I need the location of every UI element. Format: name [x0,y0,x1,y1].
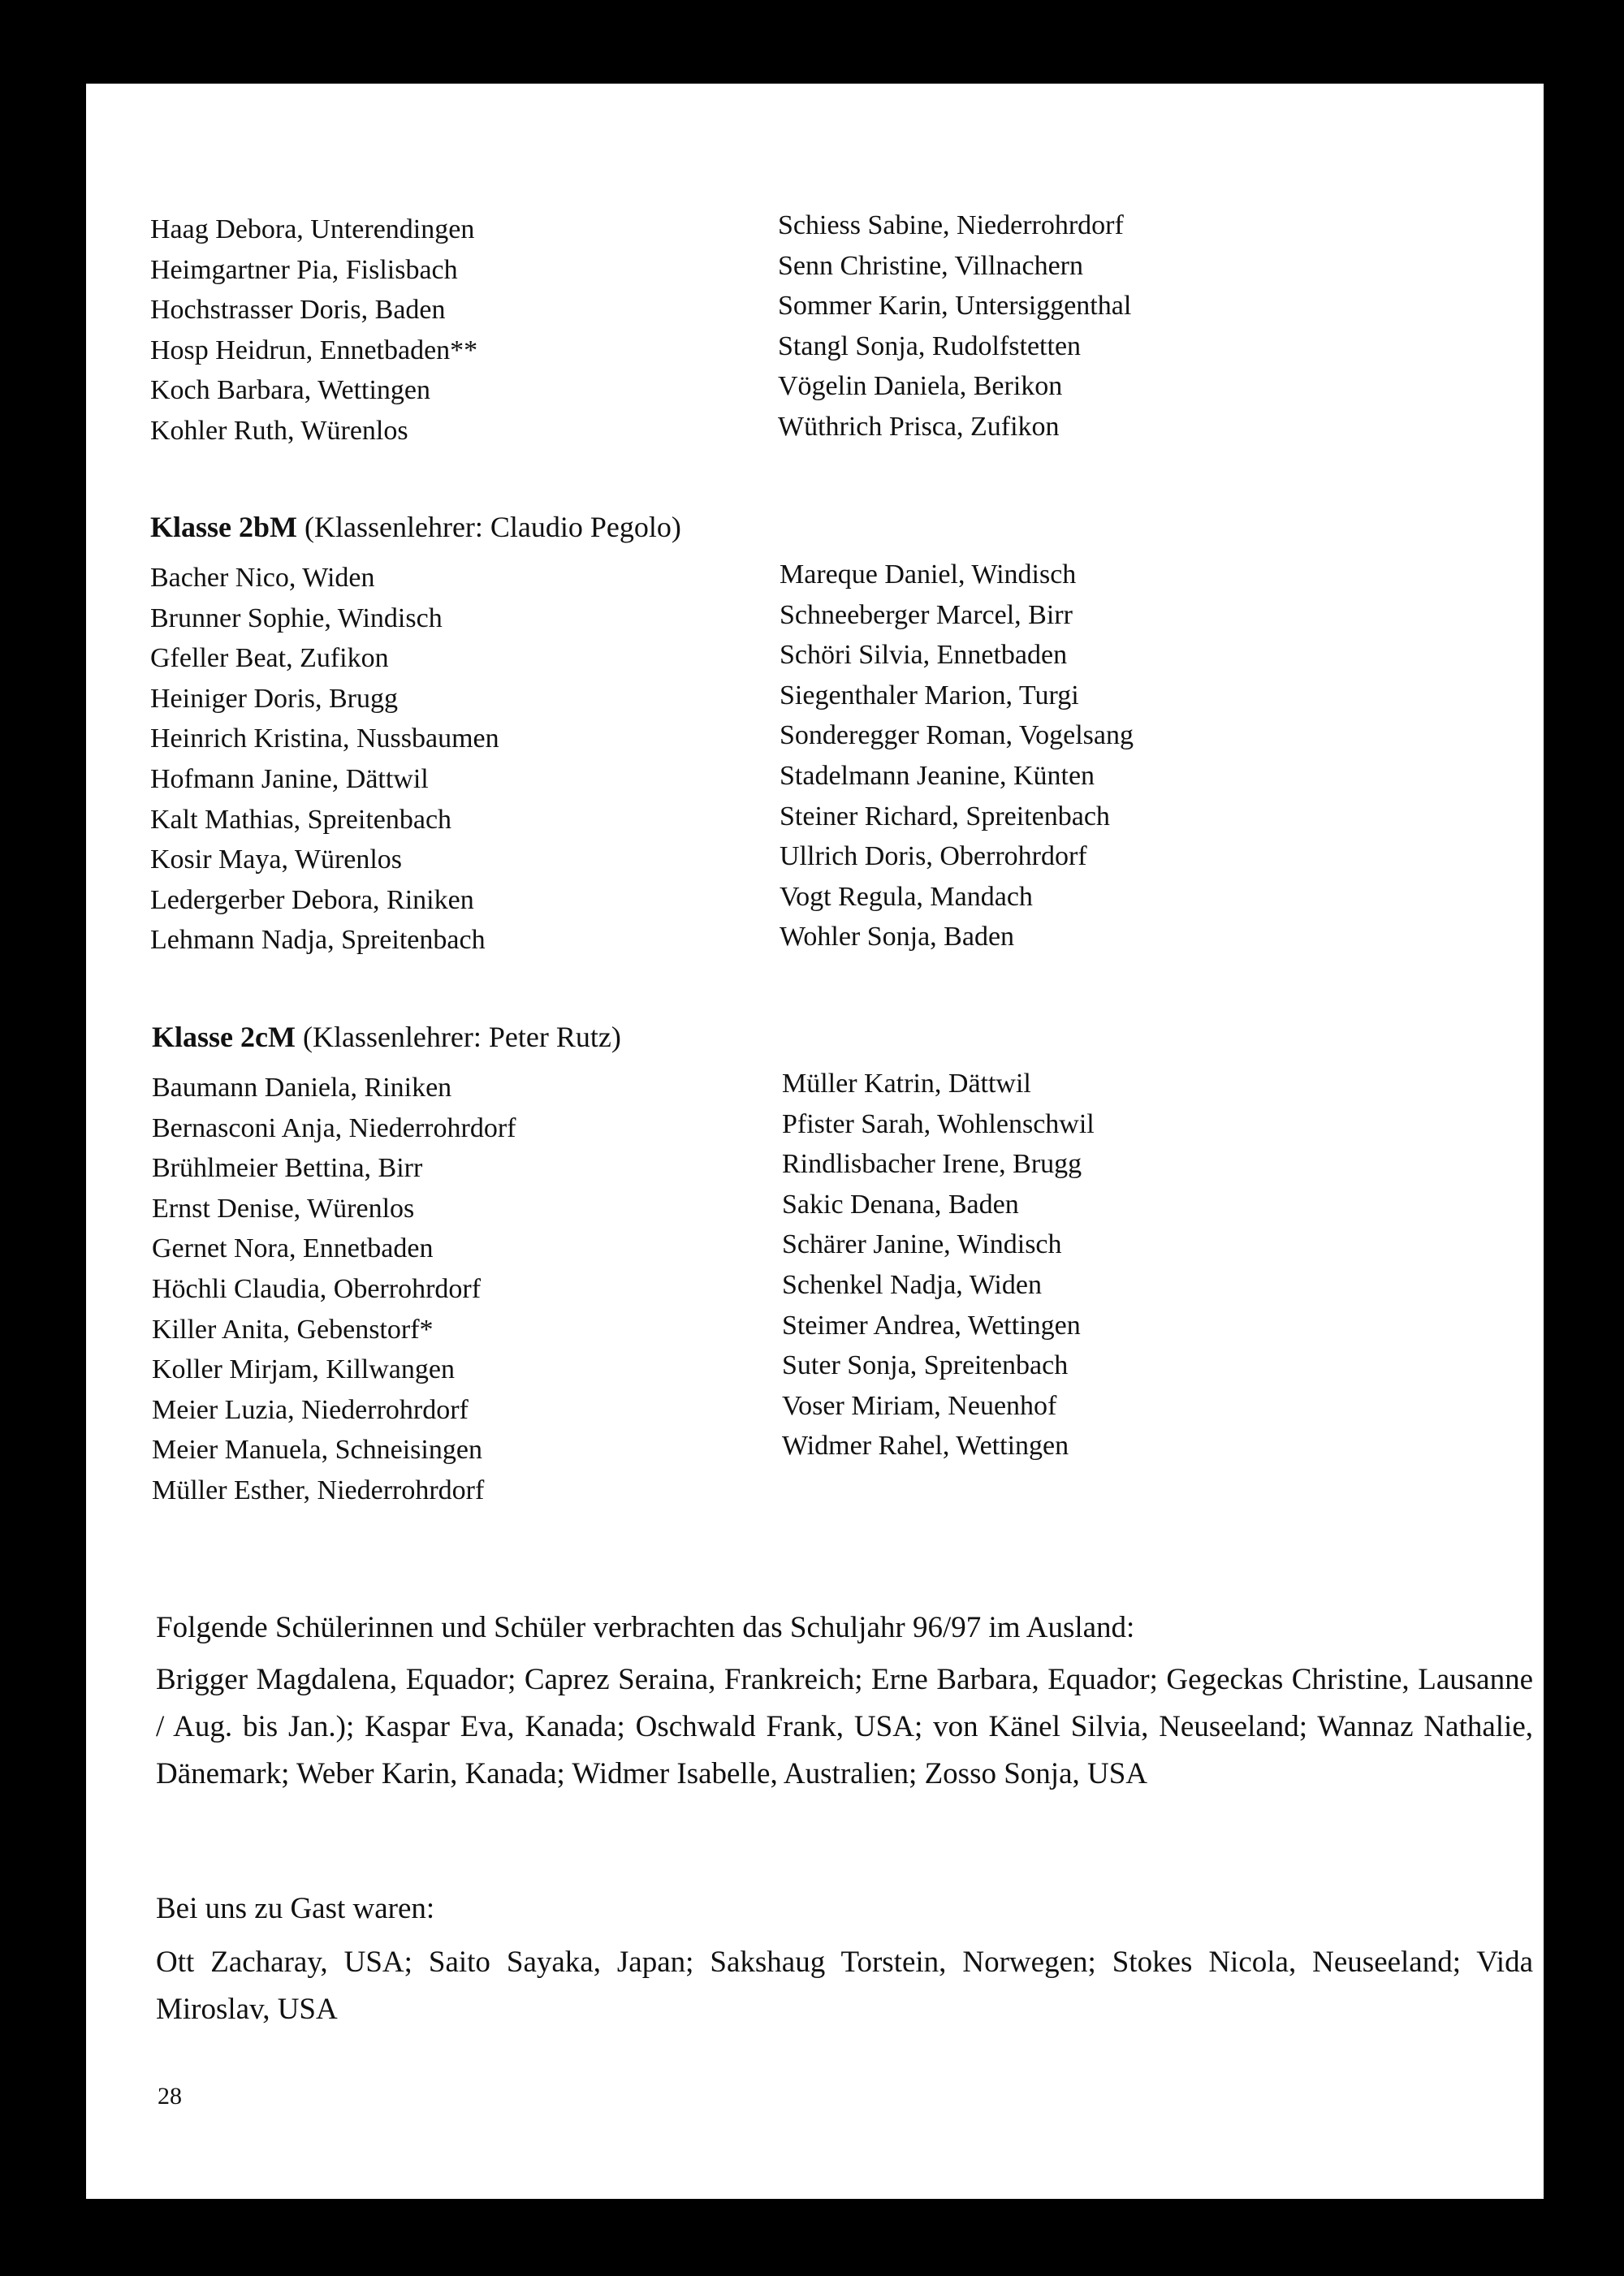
list-item: Meier Manuela, Schneisingen [152,1435,482,1466]
list-item: Hochstrasser Doris, Baden [150,295,446,326]
list-item: Baumann Daniela, Riniken [152,1073,452,1103]
page-number: 28 [158,2083,182,2110]
list-item: Siegenthaler Marion, Turgi [780,680,1079,710]
class-2bm-heading [150,510,681,544]
list-item: Schiess Sabine, Niederrohrdorf [778,210,1124,240]
list-item: Höchli Claudia, Oberrohrdorf [152,1273,482,1304]
list-item: Ernst Denise, Würenlos [152,1193,415,1224]
class-2bm-right-list [780,555,1134,957]
list-item: Meier Luzia, Niederrohrdorf [152,1394,469,1425]
list-item: Pfister Sarah, Wohlenschwil [782,1108,1095,1139]
list-item: Schöri Silvia, Ennetbaden [780,640,1068,671]
document-page [86,84,1544,2199]
list-item: Ledergerber Debora, Riniken [150,884,474,915]
guests-label: Bei uns zu Gast waren: [156,1892,435,1925]
class-teacher: (Klassenlehrer: Claudio Pegolo) [304,511,681,543]
abroad-label: Folgende Schülerinnen und Schüler verbrachten das Schuljahr 96/97 im Ausland: [156,1611,1135,1644]
list-item: Bernasconi Anja, Niederrohrdorf [152,1112,516,1143]
list-item: Bacher Nico, Widen [150,563,375,593]
list-item: Koch Barbara, Wettingen [150,375,431,406]
list-item: Gfeller Beat, Zufikon [150,643,389,674]
class-2bm-left-list [150,558,499,961]
list-item: Müller Katrin, Dättwil [782,1069,1031,1099]
list-item: Müller Esther, Niederrohrdorf [152,1475,485,1505]
class-2cm-heading [152,1020,621,1054]
list-item: Kalt Mathias, Spreitenbach [150,804,452,835]
list-item: Kohler Ruth, Würenlos [150,415,408,446]
abroad-paragraph: Brigger Magdalena, Equador; Caprez Seraina, Frankreich; Erne Barbara, Equador; Gegeckas Christine, Lausanne / Aug. bis Jan.); Kaspar Eva, Kanada; Oschwald Frank, USA; von Känel Silvia, Neuseeland; Wannaz Nathalie, Dänemark; Weber Karin, Kanada; Widmer Isabelle, Australien; Zosso Sonja, USA [156,1663,1533,1790]
class-2cm-left-list [152,1068,516,1511]
list-item: Killer Anita, Gebenstorf* [152,1314,434,1345]
class-name: Klasse 2cM [152,1021,296,1053]
list-item: Heinrich Kristina, Nussbaumen [150,723,499,754]
list-item: Brunner Sophie, Windisch [150,602,443,633]
list-item: Stadelmann Jeanine, Künten [780,760,1095,791]
list-item: Haag Debora, Unterendingen [150,214,475,244]
list-item: Brühlmeier Bettina, Birr [152,1153,423,1184]
list-item: Wüthrich Prisca, Zufikon [778,411,1060,442]
list-item: Koller Mirjam, Killwangen [152,1354,455,1385]
list-item: Widmer Rahel, Wettingen [782,1431,1069,1462]
list-item: Gernet Nora, Ennetbaden [152,1233,434,1264]
class-2cm-right-list [782,1064,1095,1466]
list-item: Voser Miriam, Neuenhof [782,1390,1057,1421]
list-item: Sakic Denana, Baden [782,1189,1019,1220]
list-item: Lehmann Nadja, Spreitenbach [150,925,486,956]
list-item: Sonderegger Roman, Vogelsang [780,720,1134,751]
list-item: Schärer Janine, Windisch [782,1229,1062,1260]
class-a-right-list [778,205,1131,447]
list-item: Heiniger Doris, Brugg [150,683,399,714]
list-item: Wohler Sonja, Baden [780,922,1015,952]
list-item: Heimgartner Pia, Fislisbach [150,254,458,285]
list-item: Rindlisbacher Irene, Brugg [782,1149,1082,1180]
list-item: Senn Christine, Villnachern [778,250,1083,281]
list-item: Steiner Richard, Spreitenbach [780,801,1110,831]
list-item: Steimer Andrea, Wettingen [782,1310,1081,1341]
list-item: Vogt Regula, Mandach [780,881,1033,912]
list-item: Suter Sonja, Spreitenbach [782,1350,1069,1381]
list-item: Stangl Sonja, Rudolfstetten [778,330,1082,361]
class-name: Klasse 2bM [150,511,298,543]
list-item: Hosp Heidrun, Ennetbaden** [150,335,478,365]
list-item: Vögelin Daniela, Berikon [778,371,1063,402]
list-item: Mareque Daniel, Windisch [780,559,1077,590]
list-item: Hofmann Janine, Dättwil [150,763,429,794]
list-item: Sommer Karin, Untersiggenthal [778,291,1132,322]
class-a-left-list [150,209,477,451]
guests-paragraph: Ott Zacharay, USA; Saito Sayaka, Japan; Sakshaug Torstein, Norwegen; Stokes Nicola, Neuseeland; Vida Miroslav, USA [156,1946,1533,2026]
list-item: Schenkel Nadja, Widen [782,1269,1042,1300]
class-teacher: (Klassenlehrer: Peter Rutz) [302,1021,621,1053]
list-item: Ullrich Doris, Oberrohrdorf [780,841,1087,872]
list-item: Kosir Maya, Würenlos [150,844,403,875]
list-item: Schneeberger Marcel, Birr [780,599,1073,630]
